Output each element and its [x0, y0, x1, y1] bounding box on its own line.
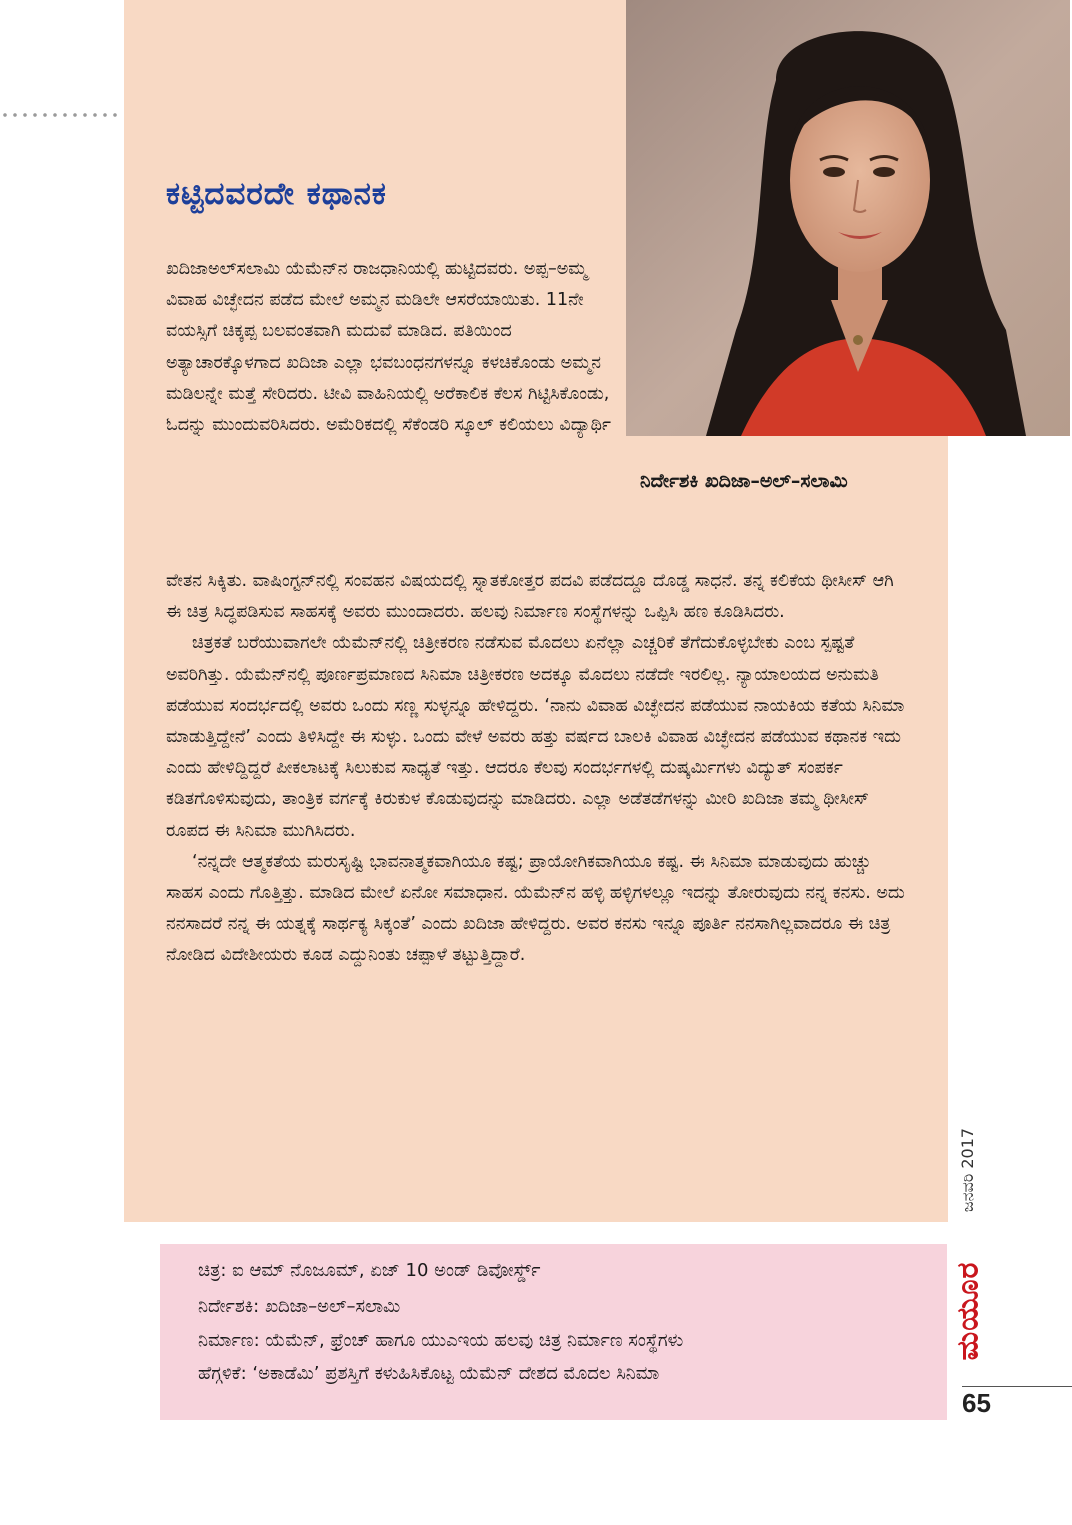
info-production: ನಿರ್ಮಾಣ: ಯೆಮೆನ್, ಫ್ರೆಂಚ್ ಹಾಗೂ ಯುಎಇಯ ಹಲವು ಚಿತ್ರ ನಿರ್ಮಾಣ ಸಂಸ್ಥೆಗಳು — [198, 1330, 684, 1351]
article-body — [166, 566, 910, 972]
info-director: ನಿರ್ದೇಶಕಿ: ಖದಿಜಾ–ಅಲ್–ಸಲಾಮಿ — [198, 1296, 401, 1317]
info-distinction: ಹೆಗ್ಗಳಿಕೆ: ‘ಅಕಾಡೆಮಿ’ ಪ್ರಶಸ್ತಿಗೆ ಕಳುಹಿಸಿಕೊಟ್ಟ ಯೆಮೆನ್ ದೇಶದ ಮೊದಲ ಸಿನಿಮಾ — [198, 1363, 660, 1384]
article-paragraph-3: ‘ನನ್ನದೇ ಆತ್ಮಕತೆಯ ಮರುಸೃಷ್ಟಿ ಭಾವನಾತ್ಮಕವಾಗಿಯೂ ಕಷ್ಟ; ಪ್ರಾಯೋಗಿಕವಾಗಿಯೂ ಕಷ್ಟ. ಈ ಸಿನಿಮಾ ಮಾಡುವುದು ಹುಚ್ಚು ಸಾಹಸ ಎಂದು ಗೊತ್ತಿತ್ತು. ಮಾಡಿದ ಮೇಲೆ ಏನೋ ಸಮಾಧಾನ. ಯೆಮೆನ್‌ನ ಹಳ್ಳಿ ಹಳ್ಳಿಗಳಲ್ಲೂ ಇದನ್ನು ತೋರುವುದು ನನ್ನ ಕನಸು. ಅದು ನನಸಾದರೆ ನನ್ನ ಈ ಯತ್ನಕ್ಕೆ ಸಾರ್ಥಕ್ಯ ಸಿಕ್ಕಂತೆ’ ಎಂದು ಖದಿಜಾ ಹೇಳಿದ್ದರು. ಅವರ ಕನಸು ಇನ್ನೂ ಪೂರ್ತಿ ನನಸಾಗಿಲ್ಲವಾದರೂ ಈ ಚಿತ್ರ ನೋಡಿದ ವಿದೇಶೀಯರು ಕೂಡ ಎದ್ದುನಿಂತು ಚಪ್ಪಾಳೆ ತಟ್ಟುತ್ತಿದ್ದಾರೆ. — [166, 851, 905, 966]
article-paragraph-2: ಚಿತ್ರಕತೆ ಬರೆಯುವಾಗಲೇ ಯೆಮೆನ್‌ನಲ್ಲಿ ಚಿತ್ರೀಕರಣ ನಡೆಸುವ ಮೊದಲು ಏನೆಲ್ಲಾ ಎಚ್ಚರಿಕೆ ತೆಗೆದುಕೊಳ್ಳಬೇಕು ಎಂಬ ಸ್ಪಷ್ಟತೆ ಅವರಿಗಿತ್ತು. ಯೆಮೆನ್‌ನಲ್ಲಿ ಪೂರ್ಣಪ್ರಮಾಣದ ಸಿನಿಮಾ ಚಿತ್ರೀಕರಣ ಅದಕ್ಕೂ ಮೊದಲು ನಡೆದೇ ಇರಲಿಲ್ಲ. ನ್ಯಾಯಾಲಯದ ಅನುಮತಿ ಪಡೆಯುವ ಸಂದರ್ಭದಲ್ಲಿ ಅವರು ಒಂದು ಸಣ್ಣ ಸುಳ್ಳನ್ನೂ ಹೇಳಿದ್ದರು. ‘ನಾನು ವಿವಾಹ ವಿಚ್ಛೇದನ ಪಡೆಯುವ ನಾಯಕಿಯ ಕತೆಯ ಸಿನಿಮಾ ಮಾಡುತ್ತಿದ್ದೇನೆ’ ಎಂದು ತಿಳಿಸಿದ್ದೇ ಈ ಸುಳ್ಳು. ಒಂದು ವೇಳೆ ಅವರು ಹತ್ತು ವರ್ಷದ ಬಾಲಕಿ ವಿವಾಹ ವಿಚ್ಛೇದನ ಪಡೆಯುವ ಕಥಾನಕ ಇದು ಎಂದು ಹೇಳಿದ್ದಿದ್ದರೆ ಪೀಕಲಾಟಕ್ಕೆ ಸಿಲುಕುವ ಸಾಧ್ಯತೆ ಇತ್ತು. ಆದರೂ ಕೆಲವು ಸಂದರ್ಭಗಳಲ್ಲಿ ದುಷ್ಕರ್ಮಿಗಳು ವಿದ್ಯುತ್ ಸಂಪರ್ಕ ಕಡಿತಗೊಳಿಸುವುದು, ತಾಂತ್ರಿಕ ವರ್ಗಕ್ಕೆ ಕಿರುಕುಳ ಕೊಡುವುದನ್ನು ಮಾಡಿದರು. ಎಲ್ಲಾ ಅಡೆತಡೆಗಳನ್ನು ಮೀರಿ ಖದಿಜಾ ತಮ್ಮ ಥೀಸೀಸ್ ರೂಪದ ಈ ಸಿನಿಮಾ ಮುಗಿಸಿದರು. — [166, 633, 905, 841]
info-film: ಚಿತ್ರ: ಐ ಆಮ್ ನೊಜೂಮ್, ಏಜ್ 10 ಅಂಡ್ ಡಿವೋರ್ಸ್ಡ್ — [198, 1260, 541, 1281]
article-intro-column — [166, 254, 624, 441]
photo-caption: ನಿರ್ದೇಶಕಿ ಖದಿಜಾ–ಅಲ್–ಸಲಾಮಿ — [640, 470, 848, 492]
magazine-logo — [948, 1236, 988, 1386]
article-paragraph-1-continued: ವೇತನ ಸಿಕ್ಕಿತು. ವಾಷಿಂಗ್ಟನ್‌ನಲ್ಲಿ ಸಂವಹನ ವಿಷಯದಲ್ಲಿ ಸ್ನಾತಕೋತ್ತರ ಪದವಿ ಪಡೆದದ್ದೂ ದೊಡ್ಡ ಸಾಧನೆ. ತನ್ನ ಕಲಿಕೆಯ ಥೀಸೀಸ್ ಆಗಿ ಈ ಚಿತ್ರ ಸಿದ್ಧಪಡಿಸುವ ಸಾಹಸಕ್ಕೆ ಅವರು ಮುಂದಾದರು. ಹಲವು ನಿರ್ಮಾಣ ಸಂಸ್ಥೆಗಳನ್ನು ಒಪ್ಪಿಸಿ ಹಣ ಕೂಡಿಸಿದರು. — [166, 571, 894, 623]
issue-date-text: ಜನವರಿ 2017 — [958, 1127, 977, 1213]
film-info-box — [160, 1244, 947, 1420]
issue-date — [948, 1110, 988, 1230]
director-portrait — [626, 0, 1070, 436]
folio-rule — [962, 1386, 1072, 1387]
decorative-dot-rule — [0, 112, 122, 118]
article-paragraph-1: ಖದಿಜಾಅಲ್‌ಸಲಾಮಿ ಯೆಮೆನ್‌ನ ರಾಜಧಾನಿಯಲ್ಲಿ ಹುಟ್ಟಿದವರು. ಅಪ್ಪ–ಅಮ್ಮ ವಿವಾಹ ವಿಚ್ಛೇದನ ಪಡೆದ ಮೇಲೆ ಅಮ್ಮನ ಮಡಿಲೇ ಆಸರೆಯಾಯಿತು. 11ನೇ ವಯಸ್ಸಿಗೆ ಚಿಕ್ಕಪ್ಪ ಬಲವಂತವಾಗಿ ಮದುವೆ ಮಾಡಿದ. ಪತಿಯಿಂದ ಅತ್ಯಾಚಾರಕ್ಕೊಳಗಾದ ಖದಿಜಾ ಎಲ್ಲಾ ಭವಬಂಧನಗಳನ್ನೂ ಕಳಚಿಕೊಂಡು ಅಮ್ಮನ ಮಡಿಲನ್ನೇ ಮತ್ತೆ ಸೇರಿದರು. ಟೀವಿ ವಾಹಿನಿಯಲ್ಲಿ ಅರೆಕಾಲಿಕ ಕೆಲಸ ಗಿಟ್ಟಿಸಿಕೊಂಡು, ಓದನ್ನು ಮುಂದುವರಿಸಿದರು. ಅಮೆರಿಕದಲ್ಲಿ ಸೆಕೆಂಡರಿ ಸ್ಕೂಲ್ ಕಲಿಯಲು ವಿದ್ಯಾರ್ಥಿ — [166, 259, 611, 436]
page-number: 65 — [962, 1388, 991, 1418]
magazine-logo-text: ಮಯೂರ — [950, 1261, 986, 1361]
article-headline: ಕಟ್ಟಿದವರದೇ ಕಥಾನಕ — [166, 176, 387, 212]
portrait-illustration — [626, 0, 1070, 436]
